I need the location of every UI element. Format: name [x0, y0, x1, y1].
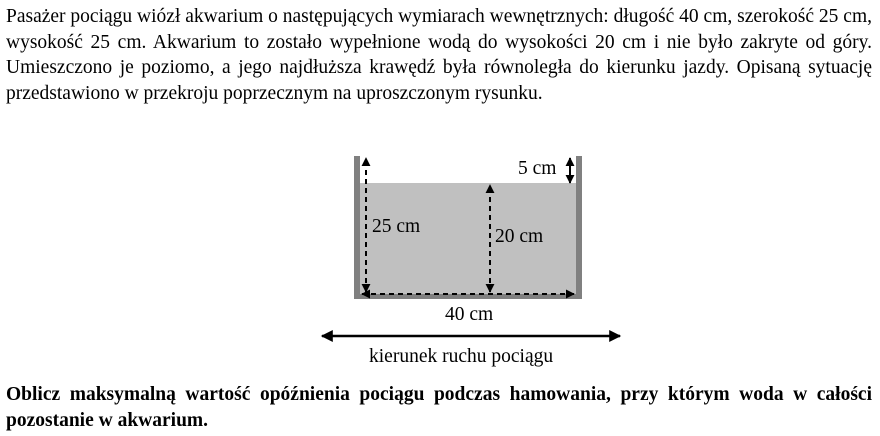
problem-intro: Pasażer pociągu wiózł akwarium o następujących wymiarach wewnętrznych: długość 40 cm, szerokość 25 cm, wysokość 25 cm. Akwarium to zostało wypełnione wodą do wysokości 20 cm i nie było zakryte od góry. Umieszczono je poziomo, a jego najdłuższa krawędź była równoległa do kierunku jazdy. Opisaną sytuację przedstawiono w przekroju poprzecznym na uproszczonym rysunku. [6, 6, 872, 104]
length-label: 40 cm [445, 304, 494, 325]
bottom-wall [354, 294, 582, 299]
left-wall [354, 156, 360, 298]
water-fill [360, 183, 576, 294]
direction-label: kierunek ruchu pociągu [369, 346, 554, 367]
right-wall [576, 156, 582, 298]
problem-task: Oblicz maksymalną wartość opóźnienia pociągu podczas hamowania, przy którym woda w całości pozostanie w akwarium. [6, 384, 872, 431]
water-label: 20 cm [495, 226, 544, 247]
gap-label: 5 cm [518, 158, 557, 179]
height-label: 25 cm [372, 216, 421, 237]
